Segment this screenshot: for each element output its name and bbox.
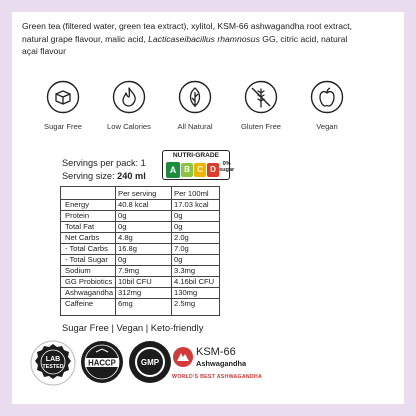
feature-label: Low Calories xyxy=(107,122,151,131)
nutrition-cell: 2.5mg xyxy=(174,299,196,308)
ksm66-tagline: WORLD'S BEST ASHWAGANDHA xyxy=(172,374,263,380)
table-row xyxy=(61,298,221,309)
nutrition-cell: 2.0g xyxy=(174,233,189,242)
sugar-percentage: 0% sugar xyxy=(219,161,235,173)
nutrition-cell: Total Fat xyxy=(65,222,95,231)
nutrition-table xyxy=(60,186,220,316)
tagline: Sugar Free | Vegan | Keto-friendly xyxy=(62,322,204,333)
nutrition-cell: Caffeine xyxy=(65,299,94,308)
table-row xyxy=(61,243,221,254)
svg-text:TESTED: TESTED xyxy=(42,364,64,370)
nutrition-cell: 7.9mg xyxy=(118,266,140,275)
nutrition-cell: Energy xyxy=(65,200,90,209)
feature-label: Vegan xyxy=(316,122,338,131)
table-row xyxy=(61,210,221,221)
nutrition-cell: - Total Carbs xyxy=(65,244,108,253)
grade-b: B xyxy=(181,163,193,177)
feature-low-calories xyxy=(96,80,162,131)
feature-gluten-free xyxy=(228,80,294,131)
nutrition-cell: 0g xyxy=(174,255,183,264)
table-row xyxy=(61,232,221,243)
feature-label: Gluten Free xyxy=(240,122,282,131)
nutrition-cell: 0g xyxy=(118,255,127,264)
feature-icons xyxy=(30,80,350,136)
feature-sugar-free xyxy=(30,80,96,131)
nutrition-cell: Per 100ml xyxy=(174,189,209,198)
grade-c: C xyxy=(194,163,206,177)
table-row xyxy=(61,265,221,276)
nutrition-cell: 0g xyxy=(174,211,183,220)
nutrition-cell: Ashwagandha xyxy=(65,288,114,297)
leaf-icon xyxy=(178,80,212,114)
nutrition-cell: 7.0g xyxy=(174,244,189,253)
nutrition-cell: 40.8 kcal xyxy=(118,200,149,209)
flame-icon xyxy=(112,80,146,114)
svg-text:LAB: LAB xyxy=(45,356,61,363)
apple-icon xyxy=(310,80,344,114)
nutrition-cell: 3.3mg xyxy=(174,266,196,275)
feature-label: All Natural xyxy=(177,122,213,131)
nutrition-cell: Per serving xyxy=(118,189,157,198)
svg-text:GMP: GMP xyxy=(140,358,160,367)
feature-label: Sugar Free xyxy=(44,122,82,131)
nutrition-cell: Sodium xyxy=(65,266,91,275)
nutri-grade-title: NUTRI-GRADE xyxy=(172,152,220,159)
nutrition-cell: 17.03 kcal xyxy=(174,200,209,209)
ksm66-logo xyxy=(172,344,292,384)
cube-icon xyxy=(46,80,80,114)
servings-per-pack: Servings per pack: 1 xyxy=(62,158,146,168)
table-row xyxy=(61,199,221,210)
wheat-crossed-icon xyxy=(244,80,278,114)
lab-tested-badge xyxy=(30,340,76,386)
nutrition-cell: 10bil CFU xyxy=(118,277,152,286)
svg-text:HACCP: HACCP xyxy=(88,358,116,368)
nutrition-cell: 0g xyxy=(118,211,127,220)
haccp-badge xyxy=(80,340,124,384)
nutrition-cell: 16.8g xyxy=(118,244,138,253)
serving-size: Serving size: 240 ml xyxy=(62,171,146,181)
feature-all-natural xyxy=(162,80,228,131)
nutrition-cell: GG Probiotics xyxy=(65,277,113,286)
nutrition-cell: 6mg xyxy=(118,299,133,308)
table-row xyxy=(61,276,221,287)
nutrition-header-row xyxy=(61,188,221,199)
nutrition-cell: Net Carbs xyxy=(65,233,100,242)
nutrition-cell: 4.16bil CFU xyxy=(174,277,215,286)
grade-a: A xyxy=(166,162,180,178)
ksm66-title: KSM-66 xyxy=(196,346,236,358)
nutrition-cell: 0g xyxy=(118,222,127,231)
nutrition-cell: 0g xyxy=(174,222,183,231)
nutrition-cell: 312mg xyxy=(118,288,142,297)
ksm66-subtitle: Ashwagandha xyxy=(196,359,247,368)
table-row xyxy=(61,287,221,298)
feature-vegan xyxy=(294,80,360,131)
nutrition-cell: - Total Sugar xyxy=(65,255,108,264)
grade-d: D xyxy=(207,163,219,177)
table-row xyxy=(61,254,221,265)
ksm66-mark-icon xyxy=(172,346,194,368)
nutri-grade-badge xyxy=(162,150,235,180)
nutrition-cell: 4.8g xyxy=(118,233,133,242)
gmp-badge xyxy=(128,340,172,384)
table-row xyxy=(61,221,221,232)
nutrition-cell: Protein xyxy=(65,211,90,220)
nutrition-cell: 130mg xyxy=(174,288,198,297)
ingredients-text: Green tea (filtered water, green tea extract), xylitol, KSM-66 ashwagandha root extract, natural grape flavour, malic acid, Lacticaseibacillus rhamnosus GG, citric acid, natural açai flavour xyxy=(22,21,353,57)
